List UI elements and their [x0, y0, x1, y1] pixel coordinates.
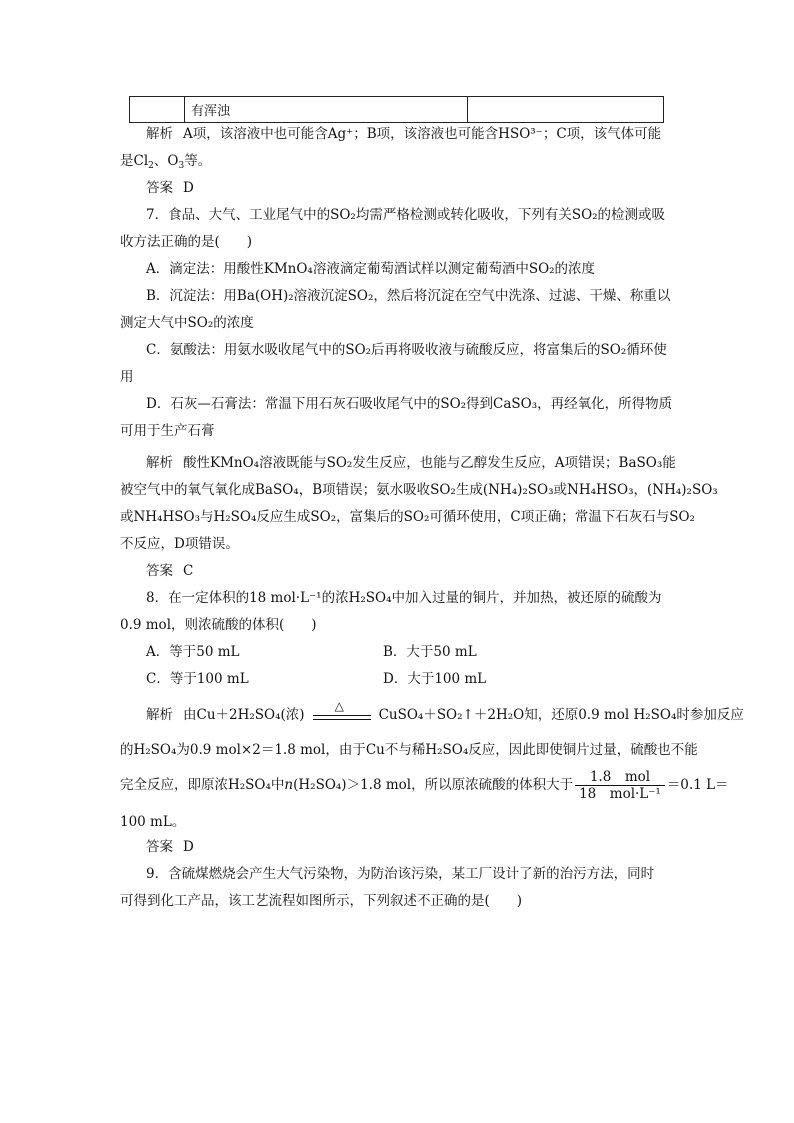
- q7-analysis-line-4: 不反应，D项错误。: [120, 536, 239, 552]
- analysis-label: 解析: [146, 455, 173, 471]
- answer-label: 答案: [146, 839, 173, 855]
- analysis-text: 完全反应，即原浓H₂SO₄中: [120, 777, 285, 793]
- q7-analysis-line-2: 被空气中的氧气氧化成BaSO₄，B项错误；氨水吸收SO₂生成(NH₄)₂SO₃或NH₄HSO₃，(NH₄)₂SO₃: [120, 482, 718, 498]
- analysis-text: 等。: [184, 153, 212, 169]
- volume-fraction: [575, 769, 665, 802]
- answer-label: 答案: [146, 563, 173, 579]
- answer-label: 答案: [146, 180, 173, 196]
- analysis-text: 酸性KMnO₄溶液既能与SO₂发生反应，也能与乙醇发生反应，A项错误；BaSO₃能: [183, 455, 676, 471]
- q8-option-d: D．大于100 mL: [383, 671, 487, 687]
- table-cell: [130, 97, 185, 123]
- q7-answer: [146, 561, 193, 581]
- q8-answer: [146, 837, 194, 857]
- q7-option-b-line-2: 测定大气中SO₂的浓度: [120, 315, 254, 331]
- q8-option-c: C．等于100 mL: [146, 671, 249, 687]
- analysis-label: 解析: [146, 126, 173, 142]
- q9-stem-line-2: 可得到化工产品，该工艺流程如图所示，下列叙述不正确的是( ): [120, 893, 523, 909]
- q7-option-d-line-1: D．石灰—石膏法：常温下用石灰石吸收尾气中的SO₂得到CaSO₃，再经氧化，所得物质: [146, 396, 673, 412]
- fraction-denominator: 18 mol·L⁻¹: [579, 786, 661, 802]
- equation-left: 由Cu＋2H₂SO₄(浓): [183, 707, 305, 723]
- q8-option-a: A．等于50 mL: [146, 644, 240, 660]
- q8-analysis-line-4: 100 mL。: [120, 814, 186, 830]
- heat-symbol: △: [334, 698, 344, 713]
- q6-answer: [146, 178, 194, 198]
- q8-stem-line-2: 0.9 mol，则浓硫酸的体积( ): [120, 617, 317, 633]
- q7-option-a: A．滴定法：用酸性KMnO₄溶液滴定葡萄酒试样以测定葡萄酒中SO₂的浓度: [146, 261, 596, 277]
- table-row: [130, 97, 664, 123]
- q8-stem-line-1: 8．在一定体积的18 mol·L⁻¹的浓H₂SO₄中加入过量的铜片，并加热，被还原的硫酸为: [146, 590, 662, 606]
- reaction-condition-sign: [313, 698, 371, 726]
- table-cell: 有浑浊: [185, 97, 468, 123]
- q6-analysis-line-2: 是$Cl_2$、$O_3$等。: [120, 153, 212, 171]
- analysis-text: A项，该溶液中也可能含Ag⁺；B项，该溶液也可能含HSO³⁻；C项，该气体可能: [183, 126, 662, 142]
- q9-stem-line-1: 9．含硫煤燃烧会产生大气污染物，为防治该污染，某工厂设计了新的治污方法，同时: [146, 866, 655, 882]
- analysis-text: 是Cl: [120, 153, 149, 169]
- q7-option-d-line-2: 可用于生产石膏: [120, 423, 215, 439]
- q8-analysis-line-2: 的H₂SO₄为0.9 mol×2＝1.8 mol，由于Cu不与稀H₂SO₄反应，因此即使铜片过量，硫酸也不能: [120, 742, 698, 758]
- equation-right: CuSO₄＋SO₂↑＋2H₂O知，还原0.9 mol H₂SO₄时参加反应: [378, 707, 744, 723]
- q7-option-c-line-1: C．氨酸法：用氨水吸收尾气中的SO₂后再将吸收液与硫酸反应，将富集后的SO₂循环使: [146, 342, 667, 358]
- q7-analysis-line-3: 或NH₄HSO₃与H₂SO₄反应生成SO₂，富集后的SO₂可循环使用，C项正确；常温下石灰石与SO₂: [120, 509, 695, 525]
- analysis-text: 、O: [153, 153, 179, 169]
- variable-n: n: [284, 777, 294, 793]
- q7-stem-line-1: 7．食品、大气、工业尾气中的SO₂均需严格检测或转化吸收，下列有关SO₂的检测或吸: [146, 207, 666, 223]
- answer-value: D: [183, 180, 194, 196]
- q8-analysis-line-3: [120, 768, 729, 802]
- q7-option-c-line-2: 用: [120, 369, 134, 385]
- q8-analysis-line-1: [146, 698, 744, 726]
- q7-analysis-line-1: [146, 453, 676, 473]
- analysis-label: 解析: [146, 707, 173, 723]
- q7-stem-line-2: 收方法正确的是( ): [120, 234, 253, 250]
- analysis-text: (H₂SO₄)＞1.8 mol，所以原浓硫酸的体积大于: [293, 777, 574, 793]
- answer-table-fragment: [129, 96, 664, 123]
- answer-value: C: [183, 563, 194, 579]
- q8-option-b: B．大于50 mL: [383, 644, 477, 660]
- q7-option-b-line-1: B．沉淀法：用Ba(OH)₂溶液沉淀SO₂，然后将沉淀在空气中洗涤、过滤、干燥、称重以: [146, 288, 671, 304]
- fraction-numerator: 1.8 mol: [575, 769, 665, 786]
- analysis-text: ＝0.1 L＝: [666, 777, 729, 793]
- q6-analysis-line-1: [146, 124, 661, 144]
- answer-value: D: [183, 839, 194, 855]
- table-cell: [468, 97, 664, 123]
